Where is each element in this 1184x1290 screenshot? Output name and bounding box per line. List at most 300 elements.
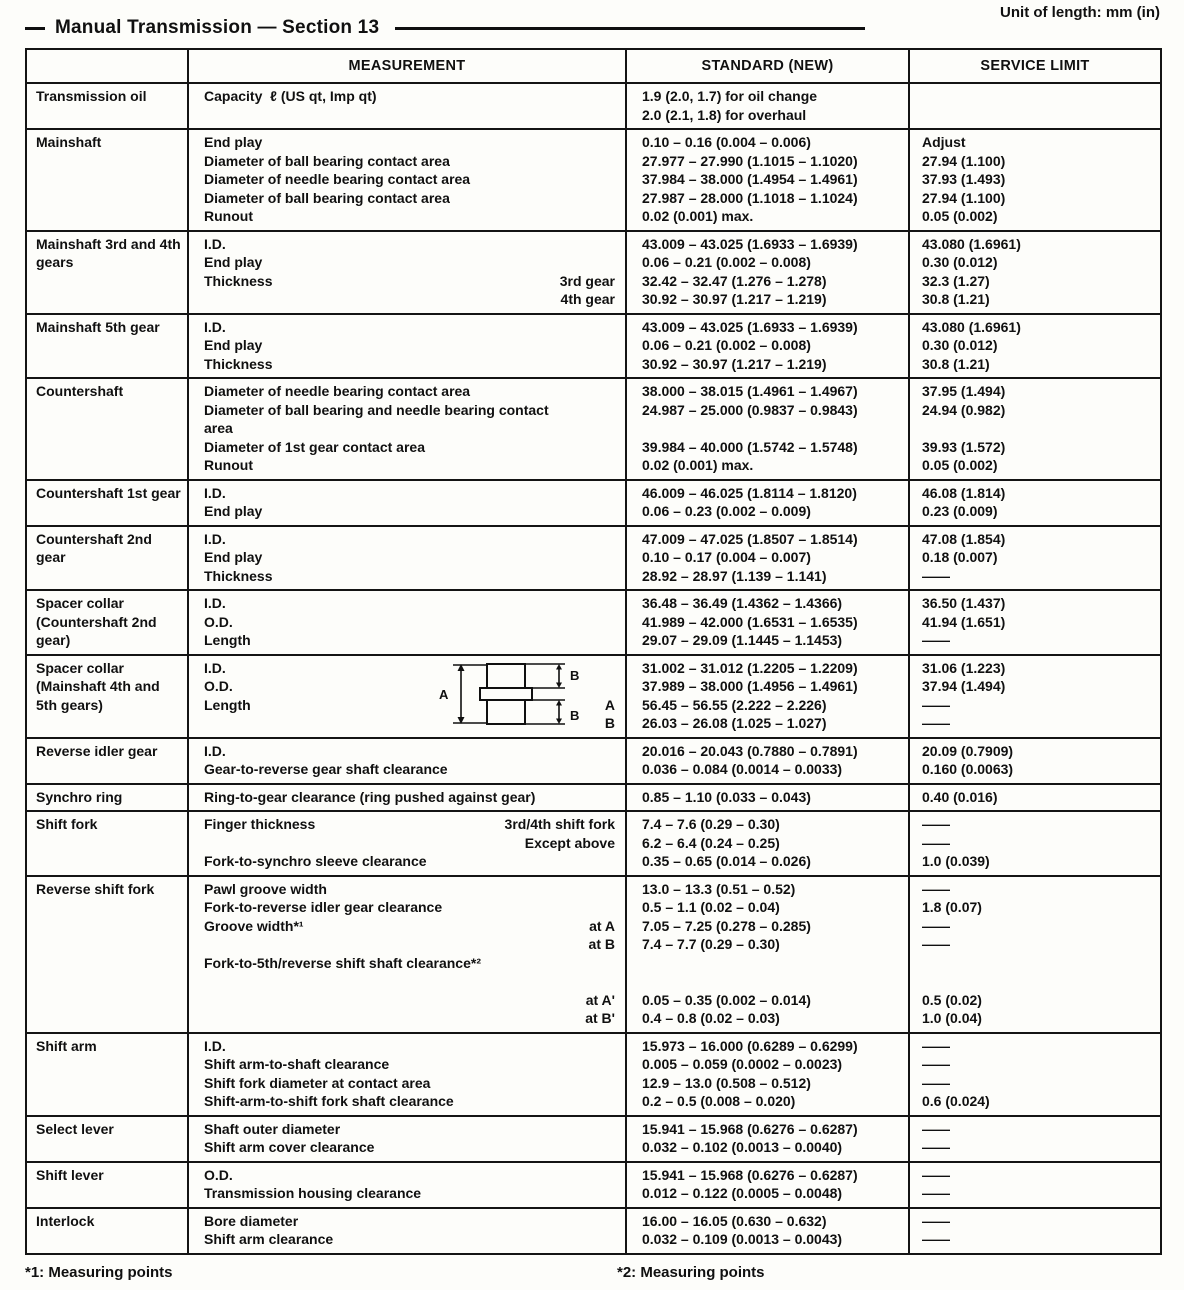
standard-value: 24.987 – 25.000 (0.9837 – 0.9843) <box>642 401 858 418</box>
measurement-sublabel: at B <box>588 936 615 952</box>
standard-value: 7.4 – 7.7 (0.29 – 0.30) <box>642 936 780 952</box>
standard-value: 38.000 – 38.015 (1.4961 – 1.4967) <box>642 383 858 399</box>
measurement-text: Groove width*¹ <box>204 917 304 934</box>
standard-value: 7.05 – 7.25 (0.278 – 0.285) <box>642 917 811 934</box>
measurement-sublabel: 4th gear <box>560 291 615 307</box>
item-label: Mainshaft 5th gear <box>36 318 160 335</box>
service-limit-value: 0.30 (0.012) <box>922 254 998 270</box>
measurement-line <box>189 567 625 586</box>
measurement-cell <box>188 655 626 738</box>
measurement-cell <box>188 811 626 876</box>
standard-value: 16.00 – 16.05 (0.630 – 0.632) <box>642 1212 827 1229</box>
measurement-cell <box>188 1162 626 1208</box>
title-left-rule <box>25 27 45 30</box>
measurement-text: I.D. <box>204 235 226 252</box>
item-label: Select lever <box>36 1120 114 1137</box>
measurement-text: Diameter of ball bearing contact area <box>204 189 450 206</box>
measurement-text: Gear-to-reverse gear shaft clearance <box>204 761 448 777</box>
standard-value: 37.989 – 38.000 (1.4956 – 1.4961) <box>642 678 858 694</box>
service-limit-value: 37.95 (1.494) <box>922 383 1006 399</box>
standard-value: 12.9 – 13.0 (0.508 – 0.512) <box>642 1074 811 1091</box>
measurement-line <box>189 318 625 337</box>
measurement-text: Diameter of 1st gear contact area <box>204 438 425 455</box>
service-limit-value: 24.94 (0.982) <box>922 401 1006 418</box>
measurement-sublabel: 3rd gear <box>559 272 615 289</box>
service-limit-value: —— <box>922 816 950 832</box>
measurement-text: I.D. <box>204 595 226 611</box>
measurement-line <box>189 991 625 1010</box>
table-row <box>26 590 1161 655</box>
item-cell <box>26 1033 188 1116</box>
standard-value: 27.987 – 28.000 (1.1018 – 1.1024) <box>642 189 858 206</box>
table-row <box>26 83 1161 129</box>
measurement-line <box>189 355 625 374</box>
measurement-line <box>189 1074 625 1093</box>
title-bar <box>25 4 1160 46</box>
measurement-line <box>189 272 625 291</box>
service-limit-value: —— <box>922 1120 950 1137</box>
standard-value: 47.009 – 47.025 (1.8507 – 1.8514) <box>642 530 858 547</box>
measurement-line <box>189 456 625 475</box>
measurement-line <box>189 170 625 189</box>
measurement-cell <box>188 876 626 1033</box>
service-limit-cell <box>909 480 1161 526</box>
service-limit-value: 47.08 (1.854) <box>922 530 1006 547</box>
service-limit-cell <box>909 83 1161 129</box>
standard-value: 26.03 – 26.08 (1.025 – 1.027) <box>642 715 827 731</box>
standard-value: 6.2 – 6.4 (0.24 – 0.25) <box>642 834 780 851</box>
standard-cell <box>626 83 909 129</box>
measurement-line <box>189 760 625 779</box>
measurement-line <box>189 1120 625 1139</box>
table-row <box>26 655 1161 738</box>
standard-value: 0.5 – 1.1 (0.02 – 0.04) <box>642 899 780 915</box>
measurement-line <box>189 253 625 272</box>
service-limit-value: —— <box>922 1166 950 1183</box>
item-label: Mainshaft 3rd and 4th gears <box>36 235 181 270</box>
standard-value: 43.009 – 43.025 (1.6933 – 1.6939) <box>642 235 858 252</box>
table-row <box>26 314 1161 379</box>
measurement-cell <box>188 738 626 784</box>
measurement-line <box>189 1184 625 1203</box>
service-limit-value <box>910 972 1160 991</box>
measurement-text: Diameter of needle bearing contact area <box>204 171 471 187</box>
standard-value: 32.42 – 32.47 (1.276 – 1.278) <box>642 272 827 289</box>
service-limit-value: 39.93 (1.572) <box>922 438 1006 455</box>
service-limit-value: 0.160 (0.0063) <box>922 761 1014 777</box>
service-limit-value: —— <box>922 1139 950 1155</box>
measurement-sublabel: at A <box>589 917 615 934</box>
footnote-1: *1: Measuring points <box>25 1263 173 1281</box>
measurement-text: Length <box>204 632 251 648</box>
item-cell <box>26 480 188 526</box>
page-title: Manual Transmission — Section 13 <box>55 17 380 38</box>
service-limit-value: —— <box>922 567 950 584</box>
item-label: Spacer collar (Countershaft 2nd gear) <box>36 595 157 648</box>
table-row <box>26 1116 1161 1162</box>
header-service-limit: SERVICE LIMIT <box>909 49 1161 83</box>
measurement-line <box>189 106 625 125</box>
service-limit-value: 46.08 (1.814) <box>922 484 1006 501</box>
service-limit-value: 30.8 (1.21) <box>922 355 990 372</box>
service-limit-cell <box>909 655 1161 738</box>
item-label: Reverse idler gear <box>36 742 158 759</box>
unit-note: Unit of length: mm (in) <box>1000 4 1160 21</box>
item-label: Countershaft 1st gear <box>36 484 181 501</box>
measurement-text: Ring-to-gear clearance (ring pushed against gear) <box>204 788 536 805</box>
service-limit-value: —— <box>922 1185 950 1201</box>
standard-value: 30.92 – 30.97 (1.217 – 1.219) <box>642 355 827 372</box>
service-limit-value: —— <box>922 696 950 713</box>
measurement-cell <box>188 231 626 314</box>
measurement-cell <box>188 526 626 591</box>
standard-value: 39.984 – 40.000 (1.5742 – 1.5748) <box>642 438 858 455</box>
standard-value: 56.45 – 56.55 (2.222 – 2.226) <box>642 696 827 713</box>
standard-value: 30.92 – 30.97 (1.217 – 1.219) <box>642 291 827 307</box>
header-standard: STANDARD (NEW) <box>626 49 909 83</box>
service-limit-value: 36.50 (1.437) <box>922 595 1006 611</box>
service-limit-cell <box>909 129 1161 231</box>
standard-value: 0.036 – 0.084 (0.0014 – 0.0033) <box>642 761 843 777</box>
service-limit-value: —— <box>922 834 950 851</box>
service-limit-value: 0.5 (0.02) <box>922 991 982 1008</box>
item-cell <box>26 876 188 1033</box>
standard-value <box>627 972 908 991</box>
standard-value: 0.10 – 0.16 (0.004 – 0.006) <box>642 134 811 150</box>
service-limit-value: 1.0 (0.04) <box>922 1010 982 1026</box>
measurement-line <box>189 1138 625 1157</box>
standard-cell <box>626 738 909 784</box>
measurement-line <box>189 834 625 853</box>
measurement-line <box>189 235 625 254</box>
item-label: Synchro ring <box>36 788 123 805</box>
standard-value <box>627 954 908 973</box>
measurement-cell <box>188 590 626 655</box>
spacer-collar-diagram <box>437 660 607 730</box>
measurement-line <box>189 880 625 899</box>
table-row <box>26 784 1161 812</box>
service-limit-value: 20.09 (0.7909) <box>922 742 1014 759</box>
standard-cell <box>626 231 909 314</box>
item-label: Transmission oil <box>36 88 147 104</box>
measurement-text: Runout <box>204 208 253 224</box>
measurement-line <box>189 438 625 457</box>
item-cell <box>26 129 188 231</box>
item-cell <box>26 738 188 784</box>
measurement-line <box>189 972 625 991</box>
measurement-line <box>189 613 625 632</box>
measurement-line <box>189 1037 625 1056</box>
item-cell <box>26 784 188 812</box>
measurement-line <box>189 1009 625 1028</box>
header-item <box>26 49 188 83</box>
standard-cell <box>626 480 909 526</box>
standard-cell <box>626 655 909 738</box>
measurement-line <box>189 1166 625 1185</box>
measurement-line <box>189 502 625 521</box>
standard-cell <box>626 526 909 591</box>
measurement-text: End play <box>204 503 263 519</box>
title-right-rule <box>395 27 865 30</box>
service-limit-cell <box>909 876 1161 1033</box>
item-cell <box>26 1208 188 1254</box>
service-limit-value: 32.3 (1.27) <box>922 272 990 289</box>
standard-value: 36.48 – 36.49 (1.4362 – 1.4366) <box>642 595 843 611</box>
item-label: Spacer collar (Mainshaft 4th and 5th gears) <box>36 659 160 713</box>
service-limit-cell <box>909 231 1161 314</box>
standard-value: 31.002 – 31.012 (1.2205 – 1.2209) <box>642 659 858 676</box>
standard-cell <box>626 784 909 812</box>
measurement-text: Diameter of ball bearing contact area <box>204 152 450 169</box>
service-limit-value: —— <box>922 936 950 952</box>
standard-value: 0.35 – 0.65 (0.014 – 0.026) <box>642 853 811 869</box>
standard-value: 41.989 – 42.000 (1.6531 – 1.6535) <box>642 613 858 630</box>
standard-cell <box>626 129 909 231</box>
service-limit-value: 0.05 (0.002) <box>922 457 998 473</box>
standard-value: 7.4 – 7.6 (0.29 – 0.30) <box>642 816 780 832</box>
measurement-text: End play <box>204 254 263 270</box>
measurement-sublabel: B <box>604 715 615 731</box>
table-row <box>26 1162 1161 1208</box>
standard-value: 27.977 – 27.990 (1.1015 – 1.1020) <box>642 152 858 169</box>
measurement-text: Shift arm-to-shaft clearance <box>204 1056 390 1072</box>
service-limit-value: 43.080 (1.6961) <box>922 318 1021 335</box>
item-cell <box>26 526 188 591</box>
service-limit-value: 0.40 (0.016) <box>922 788 998 805</box>
measurement-sublabel: 3rd/4th shift fork <box>504 816 615 832</box>
measurement-text: O.D. <box>204 678 233 694</box>
standard-cell <box>626 378 909 480</box>
standard-cell <box>626 1162 909 1208</box>
service-limit-cell <box>909 1208 1161 1254</box>
measurement-line <box>189 87 625 106</box>
table-row <box>26 129 1161 231</box>
measurement-cell <box>188 1033 626 1116</box>
measurement-text: End play <box>204 549 263 565</box>
measurement-line <box>189 594 625 613</box>
item-cell <box>26 378 188 480</box>
measurement-text: Shift arm clearance <box>204 1231 334 1247</box>
service-limit-value: 0.18 (0.007) <box>922 549 998 565</box>
service-limit-value: 1.8 (0.07) <box>922 899 982 915</box>
measurement-text: I.D. <box>204 742 226 759</box>
measurement-line <box>189 852 625 871</box>
measurement-cell <box>188 378 626 480</box>
measurement-text: Shaft outer diameter <box>204 1120 341 1137</box>
measurement-cell <box>188 314 626 379</box>
service-limit-value: 0.30 (0.012) <box>922 337 998 353</box>
standard-value: 15.941 – 15.968 (0.6276 – 0.6287) <box>642 1166 858 1183</box>
measurement-cell <box>188 1208 626 1254</box>
measurement-line <box>189 935 625 954</box>
standard-cell <box>626 590 909 655</box>
item-cell <box>26 1162 188 1208</box>
standard-value: 43.009 – 43.025 (1.6933 – 1.6939) <box>642 318 858 335</box>
measurement-sublabel: Except above <box>524 834 615 851</box>
standard-value: 0.032 – 0.102 (0.0013 – 0.0040) <box>642 1139 843 1155</box>
measurement-cell <box>188 784 626 812</box>
standard-cell <box>626 1208 909 1254</box>
measurement-line <box>189 401 625 420</box>
spec-table-body <box>26 83 1161 1254</box>
standard-value: 0.06 – 0.21 (0.002 – 0.008) <box>642 254 811 270</box>
measurement-text: Pawl groove width <box>204 880 327 897</box>
standard-cell <box>626 314 909 379</box>
service-limit-value <box>910 419 1160 438</box>
measurement-text: Diameter of needle bearing contact area <box>204 383 471 399</box>
table-row <box>26 1033 1161 1116</box>
service-limit-value <box>910 87 1160 106</box>
service-limit-cell <box>909 1162 1161 1208</box>
diagram-label-a: A <box>439 686 449 702</box>
standard-value <box>627 419 908 438</box>
service-limit-value <box>910 954 1160 973</box>
footnote-2: *2: Measuring points <box>617 1263 765 1281</box>
table-row <box>26 231 1161 314</box>
service-limit-cell <box>909 784 1161 812</box>
measurement-text: Thickness <box>204 567 273 584</box>
measurement-line <box>189 917 625 936</box>
measurement-text: Fork-to-synchro sleeve clearance <box>204 853 427 869</box>
service-limit-value: —— <box>922 1074 950 1091</box>
standard-value: 0.10 – 0.17 (0.004 – 0.007) <box>642 549 811 565</box>
header-measurement: MEASUREMENT <box>188 49 626 83</box>
measurement-line <box>189 1212 625 1231</box>
standard-cell <box>626 876 909 1033</box>
spec-table <box>25 48 1162 1255</box>
standard-value: 15.973 – 16.000 (0.6289 – 0.6299) <box>642 1037 858 1054</box>
measurement-text: I.D. <box>204 1037 226 1054</box>
standard-value: 0.2 – 0.5 (0.008 – 0.020) <box>642 1093 796 1109</box>
measurement-text: Length <box>204 696 251 713</box>
service-limit-cell <box>909 738 1161 784</box>
measurement-text: O.D. <box>204 613 233 630</box>
measurement-line <box>189 898 625 917</box>
standard-value: 20.016 – 20.043 (0.7880 – 0.7891) <box>642 742 858 759</box>
service-limit-value: 27.94 (1.100) <box>922 152 1006 169</box>
service-limit-value: —— <box>922 632 950 648</box>
measurement-text: I.D. <box>204 659 226 676</box>
standard-value: 29.07 – 29.09 (1.1445 – 1.1453) <box>642 632 843 648</box>
service-limit-value: 31.06 (1.223) <box>922 659 1006 676</box>
standard-value: 15.941 – 15.968 (0.6276 – 0.6287) <box>642 1120 858 1137</box>
service-limit-value: 30.8 (1.21) <box>922 291 990 307</box>
item-label: Mainshaft <box>36 134 102 150</box>
measurement-line <box>189 336 625 355</box>
measurement-text: Capacity ℓ (US qt, Imp qt) <box>204 88 377 104</box>
service-limit-value: 0.23 (0.009) <box>922 503 998 519</box>
standard-value: 2.0 (2.1, 1.8) for overhaul <box>642 106 807 123</box>
measurement-line <box>189 788 625 807</box>
diagram-label-b-top: B <box>570 667 580 683</box>
standard-value: 0.032 – 0.109 (0.0013 – 0.0043) <box>642 1231 843 1247</box>
service-limit-value: 37.94 (1.494) <box>922 678 1006 694</box>
standard-value: 37.984 – 38.000 (1.4954 – 1.4961) <box>642 171 858 187</box>
item-cell <box>26 811 188 876</box>
item-label: Shift fork <box>36 816 98 832</box>
measurement-text: Fork-to-reverse idler gear clearance <box>204 899 443 915</box>
service-limit-cell <box>909 378 1161 480</box>
measurement-text: Shift arm cover clearance <box>204 1139 375 1155</box>
measurement-line <box>189 382 625 401</box>
measurement-sublabel: at A' <box>585 991 615 1008</box>
measurement-cell <box>188 83 626 129</box>
item-label: Shift arm <box>36 1037 97 1054</box>
measurement-line <box>189 419 625 438</box>
service-limit-value: —— <box>922 1037 950 1054</box>
item-cell <box>26 314 188 379</box>
service-limit-value: 43.080 (1.6961) <box>922 235 1021 252</box>
table-row <box>26 811 1161 876</box>
item-cell <box>26 1116 188 1162</box>
measurement-line <box>189 290 625 309</box>
measurement-text: Thickness <box>204 355 273 372</box>
service-limit-value: 0.05 (0.002) <box>922 208 998 224</box>
measurement-line <box>189 548 625 567</box>
item-cell <box>26 590 188 655</box>
item-label: Interlock <box>36 1212 95 1229</box>
measurement-cell <box>188 480 626 526</box>
service-limit-value: 41.94 (1.651) <box>922 613 1006 630</box>
measurement-line <box>189 484 625 503</box>
measurement-text: Finger thickness <box>204 816 316 832</box>
service-limit-value <box>910 106 1160 125</box>
item-label: Shift lever <box>36 1166 104 1183</box>
standard-value: 1.9 (2.0, 1.7) for oil change <box>642 88 818 104</box>
diagram-label-b-bottom: B <box>570 707 580 723</box>
measurement-text: Runout <box>204 457 253 473</box>
measurement-sublabel: at B' <box>585 1010 615 1026</box>
measurement-text: I.D. <box>204 318 226 335</box>
standard-value: 0.05 – 0.35 (0.002 – 0.014) <box>642 991 811 1008</box>
service-limit-cell <box>909 811 1161 876</box>
measurement-line <box>189 1092 625 1111</box>
measurement-text: Shift-arm-to-shift fork shaft clearance <box>204 1093 454 1109</box>
measurement-text: Bore diameter <box>204 1212 299 1229</box>
service-limit-value: 37.93 (1.493) <box>922 171 1006 187</box>
service-limit-value: —— <box>922 715 950 731</box>
service-limit-value: —— <box>922 1231 950 1247</box>
table-row <box>26 1208 1161 1254</box>
measurement-text: I.D. <box>204 484 226 501</box>
standard-value: 28.92 – 28.97 (1.139 – 1.141) <box>642 567 827 584</box>
standard-value: 46.009 – 46.025 (1.8114 – 1.8120) <box>642 484 857 501</box>
standard-value: 0.4 – 0.8 (0.02 – 0.03) <box>642 1010 780 1026</box>
service-limit-cell <box>909 590 1161 655</box>
measurement-line <box>189 152 625 171</box>
measurement-line <box>189 742 625 761</box>
measurement-sublabel: A <box>604 696 615 713</box>
item-label: Countershaft 2nd gear <box>36 530 152 565</box>
service-limit-value: 1.0 (0.039) <box>922 853 990 869</box>
table-row <box>26 526 1161 591</box>
service-limit-value: —— <box>922 917 950 934</box>
measurement-line <box>189 954 625 973</box>
measurement-line <box>189 207 625 226</box>
standard-value: 0.06 – 0.23 (0.002 – 0.009) <box>642 503 811 519</box>
service-limit-value: Adjust <box>922 134 966 150</box>
table-row <box>26 480 1161 526</box>
measurement-text: I.D. <box>204 530 226 547</box>
service-limit-value: 0.6 (0.024) <box>922 1093 990 1109</box>
measurement-line <box>189 530 625 549</box>
item-cell <box>26 655 188 738</box>
standard-value: 0.02 (0.001) max. <box>642 457 754 473</box>
measurement-line <box>189 631 625 650</box>
measurement-text: End play <box>204 337 263 353</box>
service-limit-cell <box>909 1033 1161 1116</box>
measurement-text: Diameter of ball bearing and needle bearing contact <box>204 401 549 418</box>
